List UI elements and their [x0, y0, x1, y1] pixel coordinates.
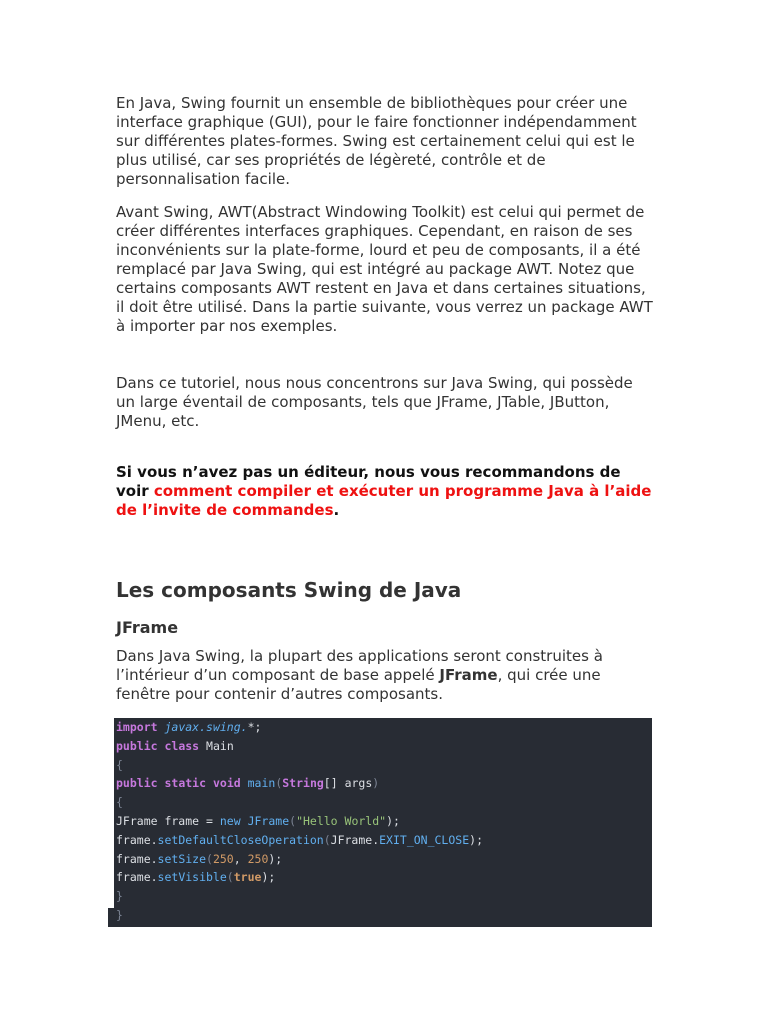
editor-note-text: Si vous n’avez pas un éditeur, nous vous recommandons de voir — [116, 463, 621, 500]
code-line-5: { — [116, 795, 123, 810]
editor-note-end: . — [333, 501, 340, 519]
tutorial-paragraph: Dans ce tutoriel, nous nous concentrons sur Java Swing, qui possède un large éventail de composants, tels que JFrame, JTable, JButton, JMenu, etc. — [116, 374, 633, 430]
code-line-9: frame.setVisible(true); — [116, 870, 276, 885]
code-block[interactable] — [108, 718, 652, 927]
code-line-6: JFrame frame = new JFrame("Hello World"); — [116, 814, 400, 828]
code-line-8: frame.setSize(250, 250); — [116, 851, 283, 866]
editor-note-paragraph — [116, 463, 656, 520]
code-line-3: { — [116, 757, 123, 772]
code-line-10: } — [116, 889, 123, 904]
jframe-paragraph — [116, 647, 656, 704]
section-title: Les composants Swing de Java — [116, 578, 462, 602]
code-line-11: } — [116, 908, 123, 922]
code-line-1: import javax.swing.*; — [116, 720, 262, 734]
code-line-4: public static void main(String[] args) — [116, 776, 380, 791]
jframe-term: JFrame — [439, 666, 498, 684]
code-line-7: frame.setDefaultCloseOperation(JFrame.EXIT_ON_CLOSE); — [116, 832, 483, 847]
subsection-title: JFrame — [116, 618, 179, 637]
awt-paragraph: Avant Swing, AWT(Abstract Windowing Toolkit) est celui qui permet de créer différentes interfaces graphiques. Cependant, en raison de ses inconvénients sur la plate-forme, lourd et peu de composants, il a été remplacé par Java Swing, qui est intégré au package AWT. Notez que certains composants AWT restent en Java et dans certaines situations, il doit être utilisé. Dans la partie suivante, vous verrez un package AWT à importer par nos exemples. — [116, 203, 653, 335]
code-line-2: public class Main — [116, 738, 234, 753]
compile-guide-link[interactable]: comment compiler et exécuter un programme Java à l’aide de l’invite de commandes — [116, 482, 652, 519]
jframe-text-start: Dans Java Swing, la plupart des applications seront construites à l’intérieur d’un composant de base appelé — [116, 647, 603, 684]
intro-paragraph: En Java, Swing fournit un ensemble de bibliothèques pour créer une interface graphique (GUI), pour le faire fonctionner indépendamment sur différentes plates-formes. Swing est certainement celui qui est le plus utilisé, car ses propriétés de légèreté, contrôle et de personnalisation facile. — [116, 94, 637, 188]
code-gutter — [108, 718, 114, 908]
jframe-text-end: , qui crée une fenêtre pour contenir d’autres composants. — [116, 666, 601, 703]
